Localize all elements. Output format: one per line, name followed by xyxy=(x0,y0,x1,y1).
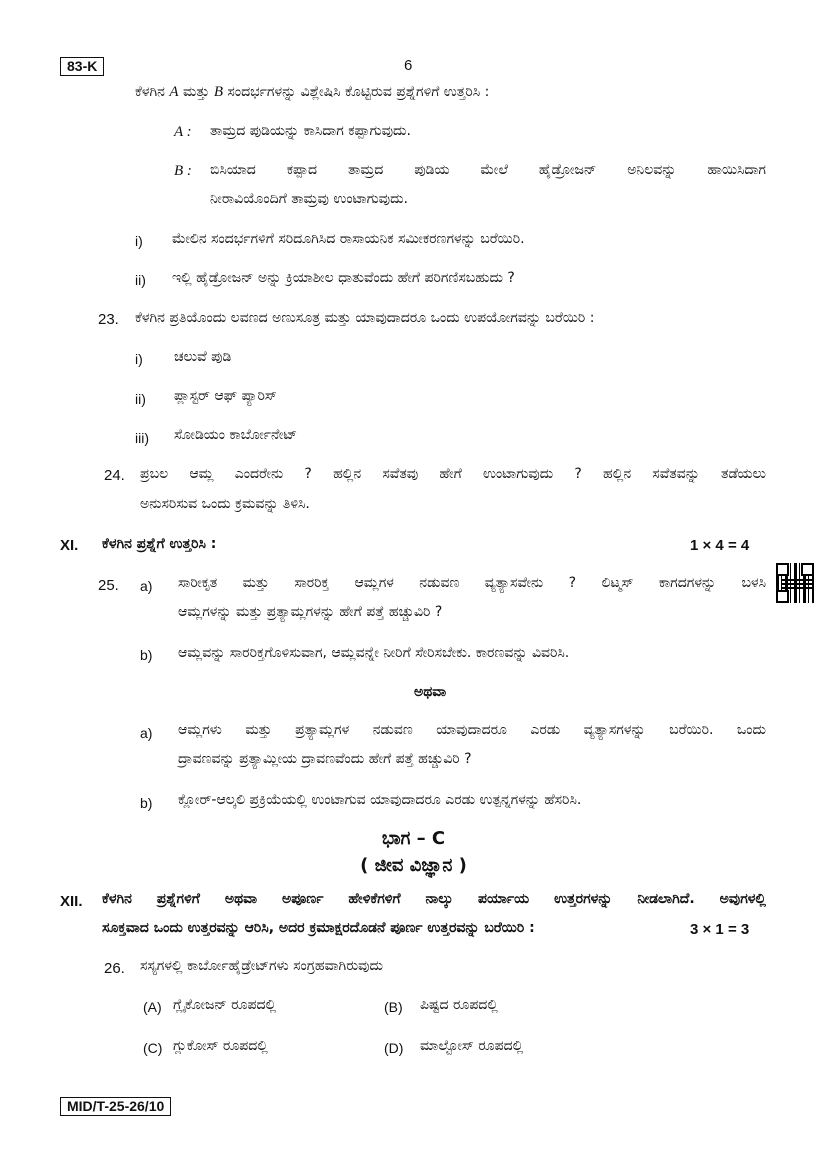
q22-caseB-label: B : xyxy=(174,163,192,179)
q22-caseA-text: ತಾಮ್ರದ ಪುಡಿಯನ್ನು ಕಾಸಿದಾಗ ಕಪ್ಪಾಗುವುದು. xyxy=(210,123,411,139)
q25-b-label: b) xyxy=(140,647,153,663)
q26-option-label: (A) xyxy=(143,999,162,1015)
q26-option-text: ಮಾಲ್ಟೋಸ್ ರೂಪದಲ್ಲಿ xyxy=(420,1038,524,1054)
q25-a-label: a) xyxy=(140,578,153,594)
q22-caseA-label: A : xyxy=(174,124,192,140)
q23-item-text: ಚಲುವೆ ಪುಡಿ xyxy=(174,349,232,365)
q25-number: 25. xyxy=(98,577,119,594)
or-separator: ಅಥವಾ xyxy=(414,684,447,700)
qr-code-icon xyxy=(776,563,814,603)
section-xii-numeral: XII. xyxy=(60,893,83,910)
q24-number: 24. xyxy=(104,467,125,484)
q26-option-text: ಗ್ಲುಕೋಸ್ ರೂಪದಲ್ಲಿ xyxy=(173,1038,268,1054)
section-xi-numeral: XI. xyxy=(60,537,79,554)
q23-text: ಕೆಳಗಿನ ಪ್ರತಿಯೊಂದು ಲವಣದ ಅಣುಸೂತ್ರ ಮತ್ತು ಯಾವುದಾದರೂ ಒಂದು ಉಪಯೋಗವನ್ನು ಬರೆಯಿರಿ : xyxy=(135,310,595,326)
q23-number: 23. xyxy=(98,311,119,328)
q23-item-label: i) xyxy=(135,351,143,367)
footer-code-box: MID/T-25-26/10 xyxy=(60,1097,171,1116)
q23-item-text: ಸೋಡಿಯಂ ಕಾರ್ಬೋನೇಟ್ xyxy=(174,427,298,443)
q25-b-text: ಆಮ್ಲವನ್ನು ಸಾರರಿಕ್ತಗೊಳಿಸುವಾಗ, ಆಮ್ಲವನ್ನೇ ನೀರಿಗೆ ಸೇರಿಸಬೇಕು. ಕಾರಣವನ್ನು ವಿವರಿಸಿ. xyxy=(178,645,570,661)
q23-item-text: ಪ್ಲಾಸ್ಟರ್ ಆಫ್ ಪ್ಯಾರಿಸ್ xyxy=(174,388,277,404)
q22-caseB-line1: ಬಿಸಿಯಾದ ಕಪ್ಪಾದ ತಾಮ್ರದ ಪುಡಿಯ ಮೇಲೆ ಹೈಡ್ರೋಜನ್ ಅನಿಲವನ್ನು ಹಾಯಿಸಿದಾಗ xyxy=(210,162,766,178)
q22-ii-text: ಇಲ್ಲಿ ಹೈಡ್ರೋಜನ್ ಅನ್ನು ಕ್ರಿಯಾಶೀಲ ಧಾತುವೆಂದು ಹೇಗೆ ಪರಿಗಣಿಸಬಹುದು ? xyxy=(172,270,515,286)
q22-ii-label: ii) xyxy=(135,272,146,288)
q25-alt-a-line2: ದ್ರಾವಣವನ್ನು ಪ್ರತ್ಯಾಮ್ಲೀಯ ದ್ರಾವಣವೆಂದು ಹೇಗೆ ಪತ್ತೆ ಹಚ್ಚುವಿರಿ ? xyxy=(178,751,472,767)
section-xii-line1: ಕೆಳಗಿನ ಪ್ರಶ್ನೆಗಳಿಗೆ ಅಥವಾ ಅಪೂರ್ಣ ಹೇಳಿಕೆಗಳಿಗೆ ನಾಲ್ಕು ಪರ್ಯಾಯ ಉತ್ತರಗಳನ್ನು ನೀಡಲಾಗಿದೆ. ಅವುಗಳಲ್ಲಿ xyxy=(102,891,766,907)
q24-line1: ಪ್ರಬಲ ಆಮ್ಲ ಎಂದರೇನು ? ಹಲ್ಲಿನ ಸವೆತವು ಹೇಗೆ ಉಂಟಾಗುವುದು ? ಹಲ್ಲಿನ ಸವೆತವನ್ನು ತಡೆಯಲು xyxy=(140,466,766,482)
q26-option-label: (D) xyxy=(384,1040,404,1056)
q26-option-text: ಗ್ಲೈಕೋಜನ್ ರೂಪದಲ್ಲಿ xyxy=(173,997,277,1013)
q22-i-label: i) xyxy=(135,233,143,249)
q22-caseB-line2: ನೀರಾವಿಯೊಂದಿಗೆ ತಾಮ್ರವು ಉಂಟಾಗುವುದು. xyxy=(210,191,409,207)
q24-line2: ಅನುಸರಿಸುವ ಒಂದು ಕ್ರಮವನ್ನು ತಿಳಿಸಿ. xyxy=(140,496,310,512)
q22-instruction: ಕೆಳಗಿನ A ಮತ್ತು B ಸಂದರ್ಭಗಳನ್ನು ವಿಶ್ಲೇಷಿಸಿ ಕೊಟ್ಟಿರುವ ಪ್ರಶ್ನೆಗಳಿಗೆ ಉತ್ತರಿಸಿ : xyxy=(135,84,490,100)
q23-item-label: iii) xyxy=(135,430,149,446)
q25-alt-b-label: b) xyxy=(140,795,153,811)
q26-number: 26. xyxy=(104,960,125,977)
q26-text: ಸಸ್ಯಗಳಲ್ಲಿ ಕಾರ್ಬೋಹೈಡ್ರೇಟ್‌ಗಳು ಸಂಗ್ರಹವಾಗಿರುವುದು xyxy=(140,958,383,974)
section-xi-title: ಕೆಳಗಿನ ಪ್ರಶ್ನೆಗೆ ಉತ್ತರಿಸಿ : xyxy=(102,536,217,552)
q26-option-label: (B) xyxy=(384,999,403,1015)
section-xii-marks: 3 × 1 = 3 xyxy=(690,921,750,938)
q25-alt-a-label: a) xyxy=(140,725,153,741)
q22-i-text: ಮೇಲಿನ ಸಂದರ್ಭಗಳಿಗೆ ಸರಿದೂಗಿಸಿದ ರಾಸಾಯನಿಕ ಸಮೀಕರಣಗಳನ್ನು ಬರೆಯಿರಿ. xyxy=(172,231,525,247)
q25-a-line1: ಸಾರೀಕೃತ ಮತ್ತು ಸಾರರಿಕ್ತ ಆಮ್ಲಗಳ ನಡುವಣ ವ್ಯತ್ಯಾಸವೇನು ? ಲಿಟ್ಮಸ್ ಕಾಗದಗಳನ್ನು ಬಳಸಿ xyxy=(178,575,766,591)
q23-item-label: ii) xyxy=(135,391,146,407)
q25-alt-a-line1: ಆಮ್ಲಗಳು ಮತ್ತು ಪ್ರತ್ಯಾಮ್ಲಗಳ ನಡುವಣ ಯಾವುದಾದರೂ ಎರಡು ವ್ಯತ್ಯಾಸಗಳನ್ನು ಬರೆಯಿರಿ. ಒಂದು xyxy=(178,722,766,738)
q26-option-text: ಪಿಷ್ಟದ ರೂಪದಲ್ಲಿ xyxy=(420,997,498,1013)
page-number: 6 xyxy=(404,57,413,74)
part-c-title: ಭಾಗ – C xyxy=(381,828,446,849)
section-xi-marks: 1 × 4 = 4 xyxy=(690,537,750,554)
q26-option-label: (C) xyxy=(143,1040,163,1056)
q25-a-line2: ಆಮ್ಲಗಳನ್ನು ಮತ್ತು ಪ್ರತ್ಯಾಮ್ಲಗಳನ್ನು ಹೇಗೆ ಪತ್ತೆ ಹಚ್ಚುವಿರಿ ? xyxy=(178,604,443,620)
part-c-subtitle: ( ಜೀವ ವಿಜ್ಞಾನ ) xyxy=(360,855,467,876)
q25-alt-b-text: ಕ್ಲೋರ್-ಆಲ್ಕಲಿ ಪ್ರಕ್ರಿಯೆಯಲ್ಲಿ ಉಂಟಾಗುವ ಯಾವುದಾದರೂ ಎರಡು ಉತ್ಪನ್ನಗಳನ್ನು ಹೆಸರಿಸಿ. xyxy=(178,792,582,808)
section-xii-line2: ಸೂಕ್ತವಾದ ಒಂದು ಉತ್ತರವನ್ನು ಆರಿಸಿ, ಅದರ ಕ್ರಮಾಕ್ಷರದೊಡನೆ ಪೂರ್ಣ ಉತ್ತರವನ್ನು ಬರೆಯಿರಿ : xyxy=(102,920,535,936)
paper-code-box: 83-K xyxy=(60,57,104,76)
